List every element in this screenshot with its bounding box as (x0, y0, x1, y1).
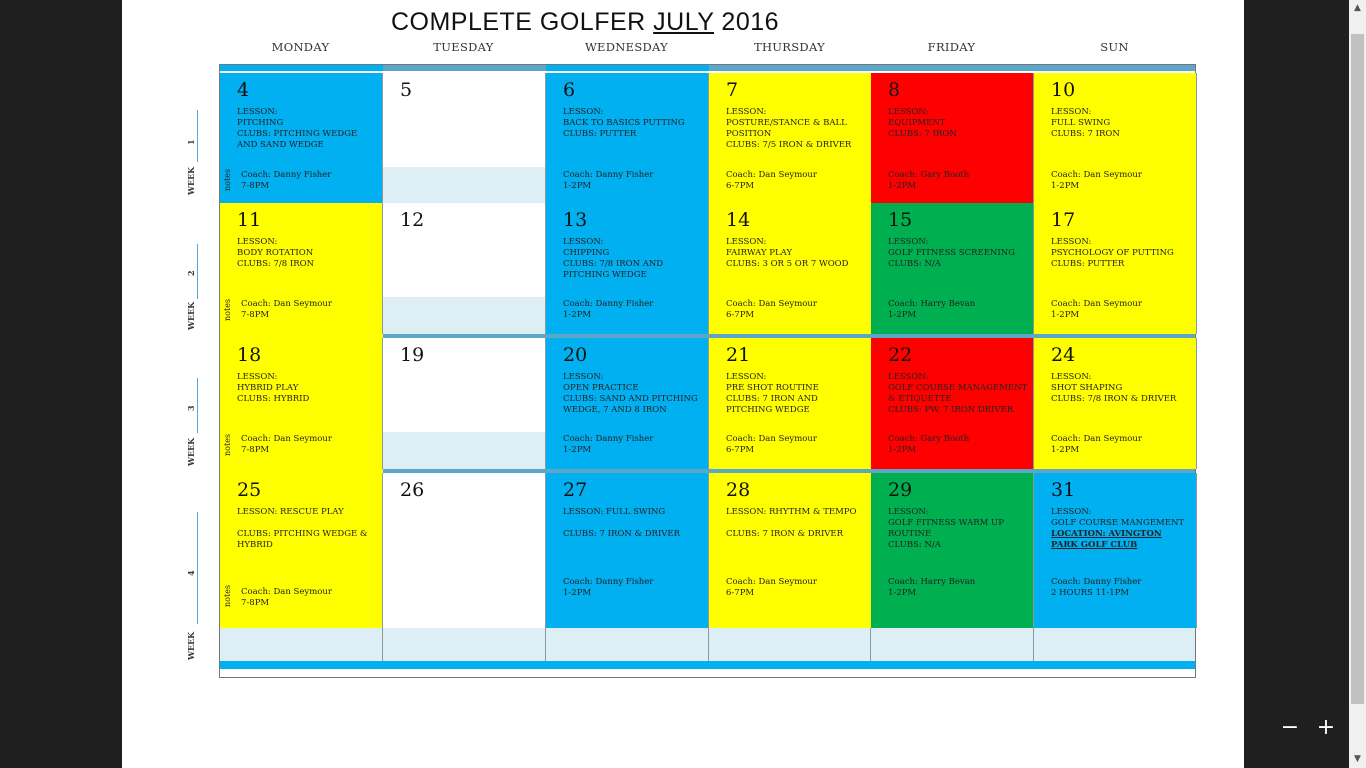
week-label: WEEK (186, 166, 196, 195)
coach-details (241, 299, 381, 321)
zoom-in-button[interactable]: + (1316, 715, 1336, 740)
notes-label: notes (223, 168, 232, 191)
strip-divider (708, 628, 709, 661)
coach-details (888, 434, 1028, 456)
coach-line: 1-2PM (1051, 445, 1080, 455)
date-number: 24 (1051, 344, 1076, 366)
lesson-details (1051, 107, 1191, 140)
coach-line: 6-7PM (726, 310, 755, 320)
lesson-line: CLUBS: PITCHING WEDGE AND SAND WEDGE (237, 129, 358, 150)
lesson-line: LESSON: (1051, 237, 1092, 247)
coach-line: 1-2PM (563, 181, 592, 191)
scrollbar[interactable] (1349, 0, 1366, 768)
lesson-line: LESSON: (726, 372, 767, 382)
coach-details (563, 170, 703, 192)
coach-line: Coach: Danny Fisher (563, 434, 654, 444)
date-number: 25 (237, 479, 262, 501)
coach-line: Coach: Danny Fisher (563, 170, 654, 180)
lesson-details (726, 372, 866, 416)
date-number: 18 (237, 344, 262, 366)
coach-line: Coach: Dan Seymour (241, 299, 332, 309)
coach-line: Coach: Dan Seymour (726, 577, 817, 587)
day-cell-27[interactable] (546, 473, 709, 628)
date-number: 19 (400, 344, 425, 366)
coach-line: Coach: Danny Fisher (241, 170, 332, 180)
coach-line: 6-7PM (726, 588, 755, 598)
date-number: 27 (563, 479, 588, 501)
coach-line: 1-2PM (563, 588, 592, 598)
coach-details (1051, 299, 1191, 321)
grid-top-accent (220, 65, 383, 71)
coach-line: Coach: Dan Seymour (726, 434, 817, 444)
lesson-details (1051, 237, 1191, 270)
coach-line: Coach: Gary Booth (888, 434, 970, 444)
lesson-line: LESSON: (563, 237, 604, 247)
lesson-line: CLUBS: 7 IRON (888, 129, 957, 139)
lesson-line: CLUBS: 7/8 IRON (237, 259, 315, 269)
coach-details (1051, 434, 1191, 456)
lesson-line: LESSON: (237, 237, 278, 247)
lesson-details (563, 237, 703, 281)
day-cell-13[interactable] (546, 203, 709, 334)
day-cell-11[interactable] (220, 203, 383, 334)
lesson-details (1051, 372, 1191, 405)
lesson-details (726, 107, 866, 151)
lesson-details (888, 237, 1028, 270)
lesson-details (726, 237, 866, 270)
lesson-line: LESSON: (888, 107, 929, 117)
lesson-line: CHIPPING (563, 248, 610, 258)
date-number: 28 (726, 479, 751, 501)
date-number: 12 (400, 209, 425, 231)
coach-line: 1-2PM (563, 445, 592, 455)
coach-line: Coach: Dan Seymour (1051, 299, 1142, 309)
coach-details (726, 434, 866, 456)
lesson-line: LESSON: (888, 237, 929, 247)
lesson-details (237, 507, 377, 551)
coach-details (726, 577, 866, 599)
date-number: 22 (888, 344, 913, 366)
week-tick (197, 512, 198, 624)
strip-divider (382, 628, 383, 661)
lesson-line: LESSON: (726, 237, 767, 247)
lesson-line: LESSON: (237, 107, 278, 117)
lesson-details (888, 107, 1028, 140)
week-label: WEEK (186, 301, 196, 330)
day-cell-21[interactable] (709, 338, 872, 469)
page-title: COMPLETE GOLFER JULY 2016 (390, 8, 780, 36)
day-cell-4[interactable] (220, 73, 383, 203)
coach-line: 1-2PM (888, 310, 917, 320)
lesson-line: CLUBS: 7 IRON & DRIVER (563, 529, 681, 539)
notes-label: notes (223, 298, 232, 321)
day-cell-19[interactable] (383, 338, 546, 469)
lesson-line: GOLF COURSE MANAGEMENT & ETIQUETTE (888, 383, 1028, 404)
coach-line: 1-2PM (888, 445, 917, 455)
lesson-line: PITCHING (237, 118, 284, 128)
day-cell-26[interactable] (383, 473, 546, 628)
coach-line: 1-2PM (1051, 181, 1080, 191)
week-label: WEEK (186, 631, 196, 660)
lesson-line: CLUBS: N/A (888, 540, 941, 550)
coach-details (1051, 577, 1191, 599)
coach-line: 1-2PM (1051, 310, 1080, 320)
lesson-line: LESSON: (888, 372, 929, 382)
week-tick (197, 378, 198, 433)
notes-label: notes (223, 433, 232, 456)
lesson-line: BACK TO BASICS PUTTING (563, 118, 685, 128)
zoom-out-button[interactable]: − (1280, 715, 1300, 740)
date-number: 6 (563, 79, 576, 101)
day-cell-8[interactable] (871, 73, 1034, 203)
week-number: 2 (186, 270, 196, 276)
strip-divider (545, 628, 546, 661)
coach-line: 6-7PM (726, 445, 755, 455)
lesson-details (1051, 507, 1191, 551)
lesson-line: LESSON: (1051, 107, 1092, 117)
day-cell-15[interactable] (871, 203, 1034, 334)
lesson-line: CLUBS: 7 IRON (1051, 129, 1120, 139)
lesson-line: SHOT SHAPING (1051, 383, 1123, 393)
lesson-line: HYBRID PLAY (237, 383, 299, 393)
lesson-details (237, 372, 377, 405)
lesson-details (726, 507, 866, 540)
coach-line: Coach: Harry Bevan (888, 299, 976, 309)
day-cell-5[interactable] (383, 73, 546, 203)
lesson-details (563, 107, 703, 140)
coach-details (888, 577, 1028, 599)
day-cell-6[interactable] (546, 73, 709, 203)
day-cell-29[interactable] (871, 473, 1034, 628)
date-number: 20 (563, 344, 588, 366)
coach-line: Coach: Gary Booth (888, 170, 970, 180)
lesson-line: CLUBS: 7/5 IRON & DRIVER (726, 140, 852, 150)
lesson-line: CLUBS: 7 IRON & DRIVER (726, 529, 844, 539)
coach-details (563, 577, 703, 599)
coach-details (563, 299, 703, 321)
lesson-line (563, 518, 703, 529)
grid-top-accent (546, 65, 709, 71)
date-number: 8 (888, 79, 901, 101)
lesson-line: LESSON: (237, 372, 278, 382)
day-header-1: TUESDAY (433, 40, 494, 54)
day-cell-10[interactable] (1034, 73, 1197, 203)
coach-line: 7-8PM (241, 598, 270, 608)
lesson-location: LOCATION: AVINGTON PARK GOLF CLUB (1051, 529, 1162, 550)
day-cell-17[interactable] (1034, 203, 1197, 334)
day-cell-28[interactable] (709, 473, 872, 628)
lesson-line: CLUBS: 3 OR 5 OR 7 WOOD (726, 259, 849, 269)
lesson-line: OPEN PRACTICE (563, 383, 639, 393)
lesson-line: CLUBS: HYBRID (237, 394, 310, 404)
coach-details (888, 299, 1028, 321)
day-cell-12[interactable] (383, 203, 546, 334)
coach-line: Coach: Dan Seymour (241, 434, 332, 444)
lesson-line: LESSON: (888, 507, 929, 517)
lesson-line: LESSON: RESCUE PLAY (237, 507, 344, 517)
date-number: 31 (1051, 479, 1076, 501)
coach-line: 2 HOURS 11-1PM (1051, 588, 1130, 598)
scroll-thumb[interactable] (1351, 34, 1364, 704)
lesson-line: PRE SHOT ROUTINE (726, 383, 819, 393)
lesson-line: CLUBS: PUTTER (1051, 259, 1125, 269)
lesson-line: BODY ROTATION (237, 248, 314, 258)
date-number: 13 (563, 209, 588, 231)
lesson-line (237, 518, 377, 529)
coach-line: Coach: Harry Bevan (888, 577, 976, 587)
date-number: 17 (1051, 209, 1076, 231)
lesson-line: LESSON: (1051, 372, 1092, 382)
date-number: 14 (726, 209, 751, 231)
lesson-line: LESSON: FULL SWING (563, 507, 666, 517)
lesson-line: POSTURE/STANCE & BALL POSITION (726, 118, 847, 139)
week-tick (197, 110, 198, 162)
grid-bottom-bar (220, 661, 1195, 669)
lesson-line: FAIRWAY PLAY (726, 248, 793, 258)
scroll-up-icon[interactable]: ▲ (1354, 3, 1361, 13)
date-number: 10 (1051, 79, 1076, 101)
lesson-line: PSYCHOLOGY OF PUTTING (1051, 248, 1174, 258)
day-cell-25[interactable] (220, 473, 383, 628)
date-number: 15 (888, 209, 913, 231)
day-cell-31[interactable] (1034, 473, 1197, 628)
notes-label: notes (223, 584, 232, 607)
lesson-details (563, 507, 703, 540)
lesson-line: CLUBS: PW, 7 IRON DRIVER (888, 405, 1014, 415)
coach-line: Coach: Danny Fisher (1051, 577, 1142, 587)
lesson-line: CLUBS: 7/8 IRON AND PITCHING WEDGE (563, 259, 664, 280)
lesson-line: LESSON: RHYTHM & TEMPO (726, 507, 857, 517)
coach-line: Coach: Dan Seymour (241, 587, 332, 597)
day-cell-18[interactable] (220, 338, 383, 469)
lesson-details (237, 107, 377, 151)
coach-line: Coach: Danny Fisher (563, 299, 654, 309)
coach-line: 1-2PM (888, 181, 917, 191)
lesson-line: GOLF COURSE MANGEMENT (1051, 518, 1185, 528)
coach-details (241, 170, 381, 192)
coach-details (563, 434, 703, 456)
lesson-line: CLUBS: 7 IRON AND PITCHING WEDGE (726, 394, 818, 415)
day-cell-20[interactable] (546, 338, 709, 469)
lesson-details (888, 507, 1028, 551)
calendar-grid (219, 64, 1196, 678)
week-tick (197, 244, 198, 299)
day-header-0: MONDAY (271, 40, 330, 54)
coach-line: Coach: Dan Seymour (1051, 434, 1142, 444)
lesson-details (888, 372, 1028, 416)
strip-divider (1033, 628, 1034, 661)
week-number: 3 (186, 405, 196, 411)
lesson-details (237, 237, 377, 270)
week-number: 4 (186, 570, 196, 576)
date-number: 29 (888, 479, 913, 501)
lesson-line: LESSON: (1051, 507, 1092, 517)
coach-details (888, 170, 1028, 192)
date-number: 21 (726, 344, 751, 366)
coach-line: Coach: Dan Seymour (726, 170, 817, 180)
day-header-4: FRIDAY (927, 40, 976, 54)
lesson-line: CLUBS: 7/8 IRON & DRIVER (1051, 394, 1177, 404)
coach-details (726, 170, 866, 192)
coach-line: Coach: Danny Fisher (563, 577, 654, 587)
lesson-line: CLUBS: PUTTER (563, 129, 637, 139)
strip-divider (870, 628, 871, 661)
date-number: 5 (400, 79, 413, 101)
coach-line: 7-8PM (241, 445, 270, 455)
coach-details (1051, 170, 1191, 192)
lesson-line: CLUBS: N/A (888, 259, 941, 269)
lesson-line: LESSON: (563, 372, 604, 382)
date-number: 7 (726, 79, 739, 101)
week-label: WEEK (186, 437, 196, 466)
coach-line: Coach: Dan Seymour (726, 299, 817, 309)
coach-line: Coach: Dan Seymour (1051, 170, 1142, 180)
lesson-line: CLUBS: SAND AND PITCHING WEDGE, 7 AND 8 IRON (563, 394, 698, 415)
week-number: 1 (186, 139, 196, 145)
date-number: 11 (237, 209, 262, 231)
coach-line: 1-2PM (888, 588, 917, 598)
day-cell-7[interactable] (709, 73, 872, 203)
day-header-2: WEDNESDAY (584, 40, 669, 54)
coach-line: 6-7PM (726, 181, 755, 191)
lesson-line: LESSON: (726, 107, 767, 117)
coach-details (241, 434, 381, 456)
lesson-line: EQUIPMENT (888, 118, 946, 128)
date-number: 26 (400, 479, 425, 501)
day-header-3: THURSDAY (754, 40, 825, 54)
lesson-line: CLUBS: PITCHING WEDGE & HYBRID (237, 529, 368, 550)
lesson-line: LESSON: (563, 107, 604, 117)
day-cell-24[interactable] (1034, 338, 1197, 469)
coach-details (241, 587, 381, 609)
lesson-line (726, 518, 866, 529)
coach-line: 1-2PM (563, 310, 592, 320)
lesson-details (563, 372, 703, 416)
day-header-5: SUN (1100, 40, 1129, 54)
day-cell-14[interactable] (709, 203, 872, 334)
lesson-line: GOLF FITNESS WARM UP ROUTINE (888, 518, 1004, 539)
coach-line: 7-8PM (241, 181, 270, 191)
lesson-line: GOLF FITNESS SCREENING (888, 248, 1015, 258)
coach-line: 7-8PM (241, 310, 270, 320)
coach-details (726, 299, 866, 321)
lesson-line: FULL SWING (1051, 118, 1111, 128)
day-cell-22[interactable] (871, 338, 1034, 469)
date-number: 4 (237, 79, 250, 101)
scroll-down-icon[interactable]: ▼ (1354, 754, 1361, 764)
